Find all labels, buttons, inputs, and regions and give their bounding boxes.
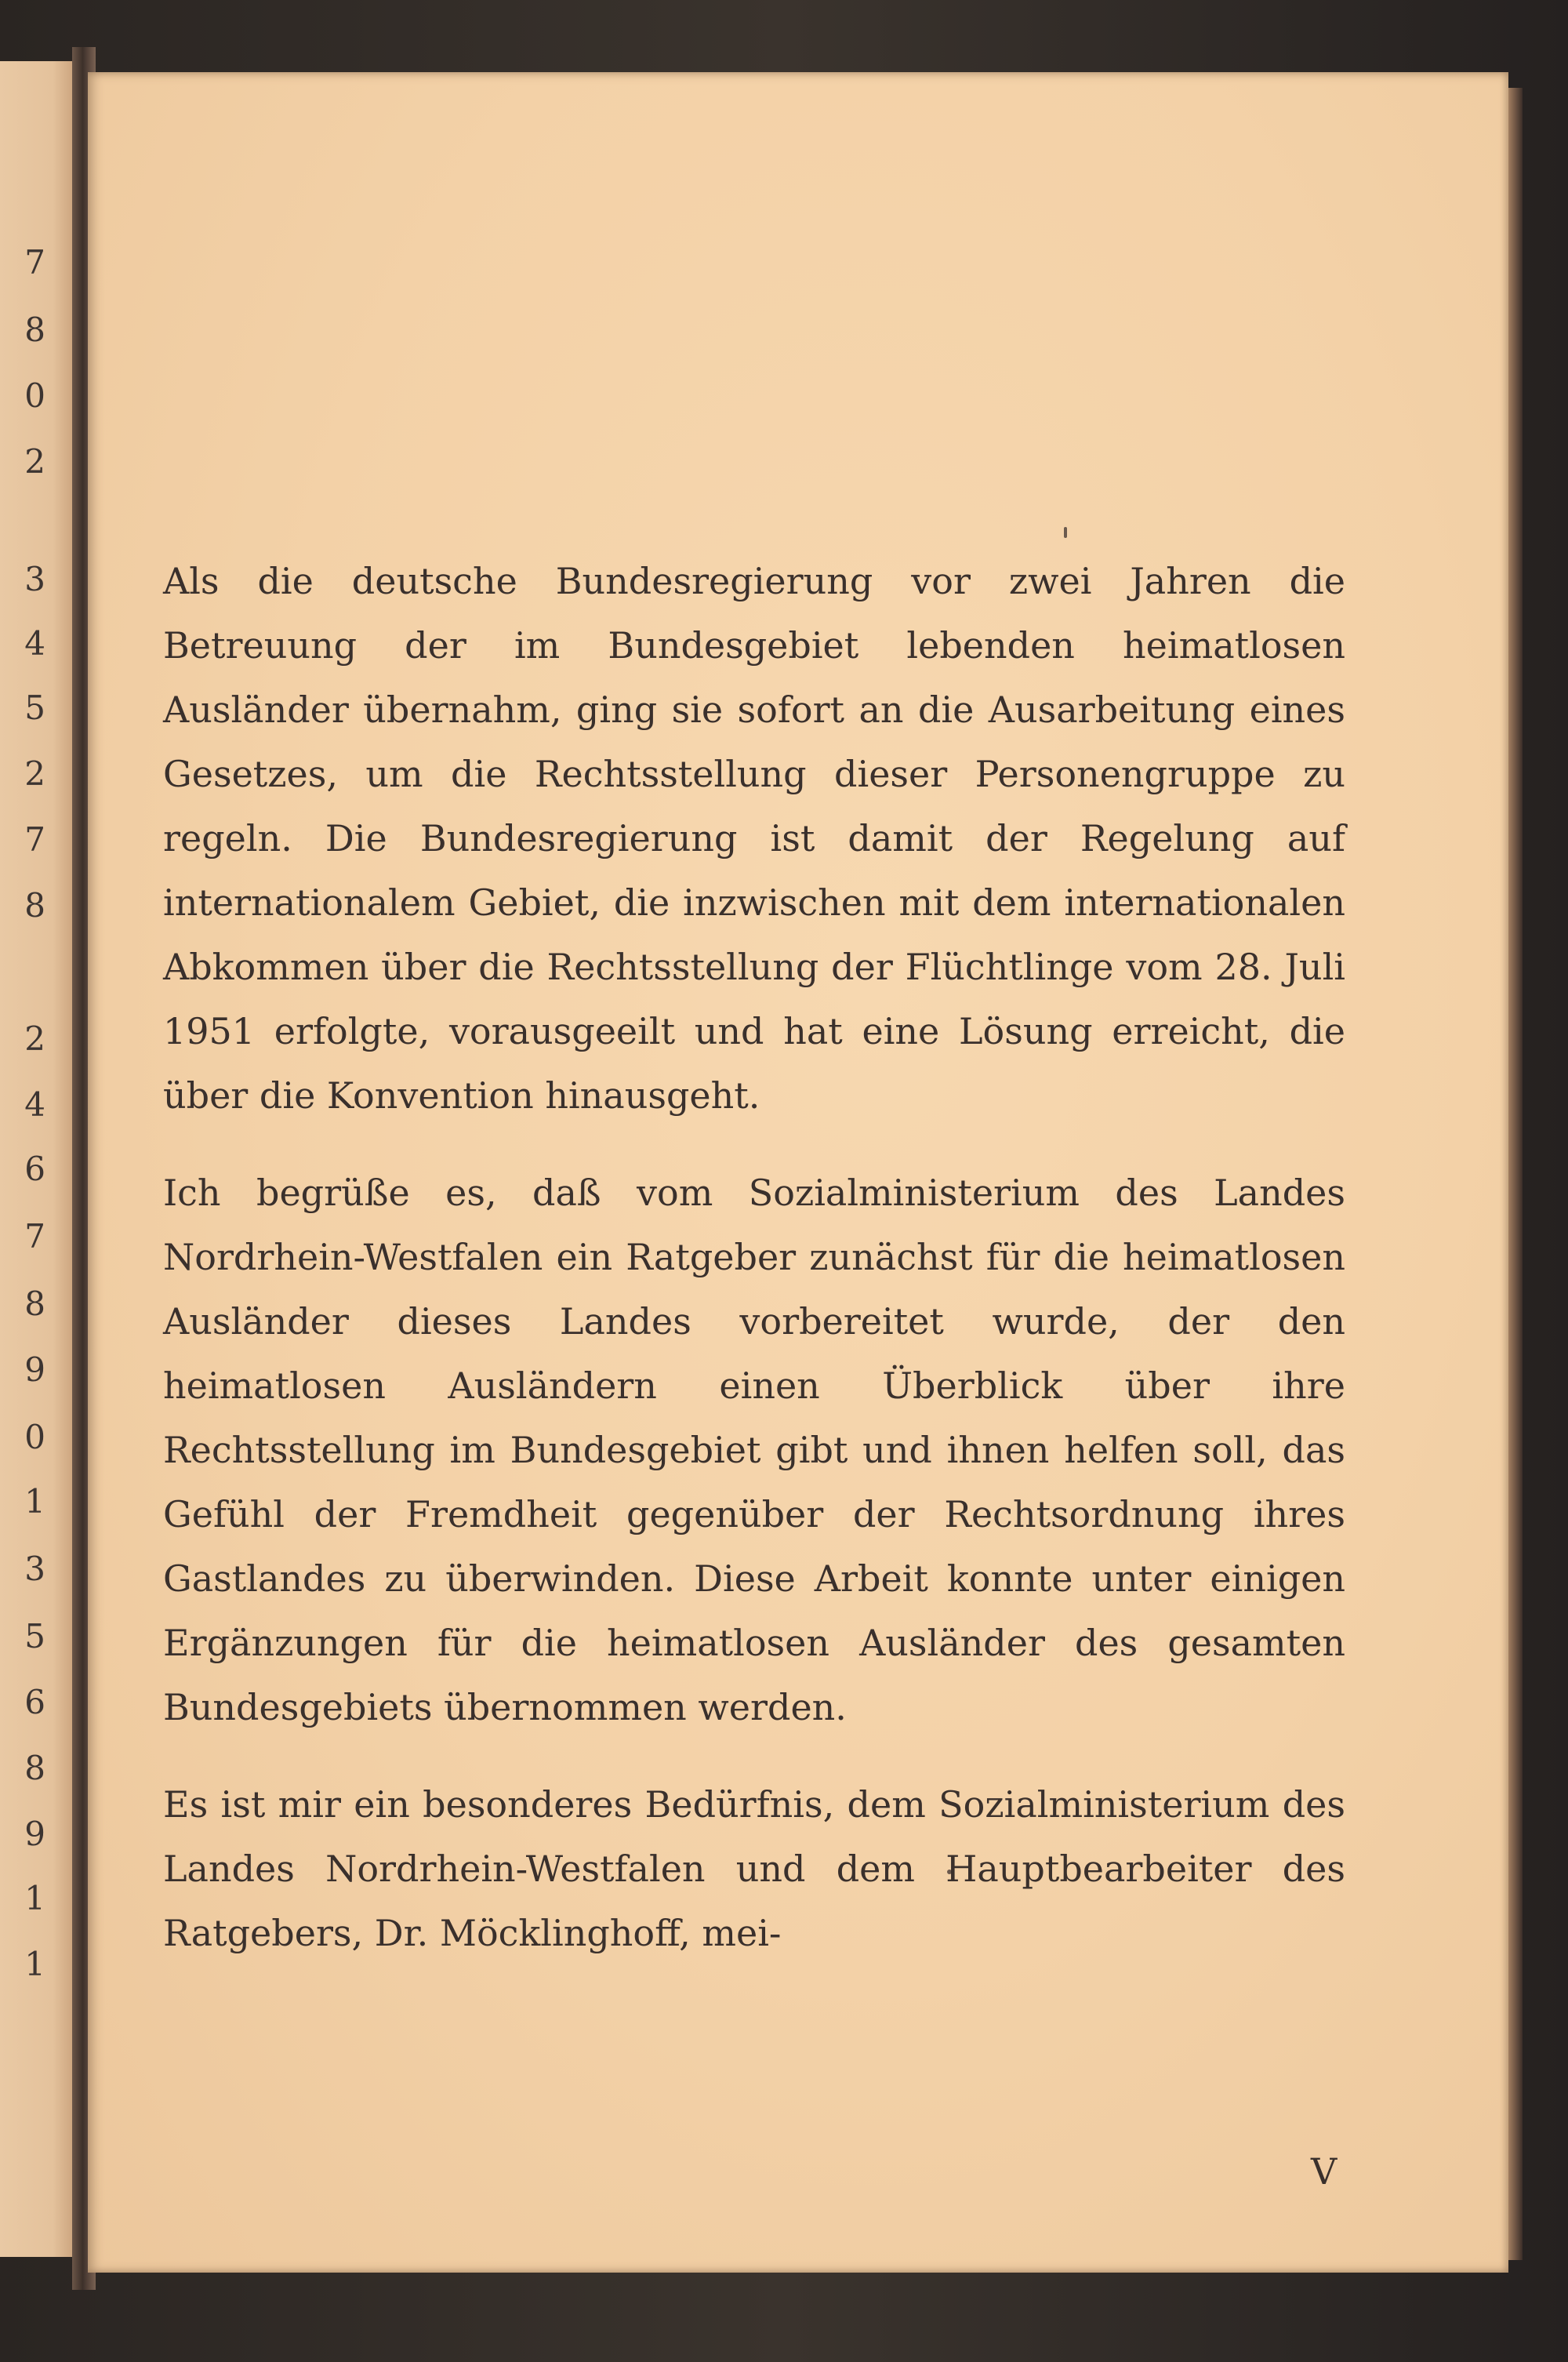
prev-page-number: 8 <box>24 1749 45 1787</box>
prev-page-number: 8 <box>24 311 45 349</box>
prev-page-number: 5 <box>24 1617 45 1655</box>
prev-page-number: 3 <box>24 1550 45 1588</box>
prev-page-number: 0 <box>24 376 45 415</box>
prev-page-number: 7 <box>24 820 45 859</box>
prev-page-number: 7 <box>24 243 45 282</box>
prev-page-number: 5 <box>24 689 45 727</box>
print-speck <box>1064 527 1067 538</box>
prev-page-number: 1 <box>24 1482 45 1521</box>
prev-page-number: 2 <box>24 1019 45 1058</box>
prev-page-number: 6 <box>24 1150 45 1188</box>
prev-page-number: 3 <box>24 560 45 598</box>
page-number: V <box>1311 2150 1338 2193</box>
prev-page-number: 1 <box>24 1945 45 1983</box>
page-body-text <box>163 549 1345 1998</box>
previous-page-strip <box>0 61 75 2257</box>
previous-page-number-column <box>0 61 45 2257</box>
paragraph-3: Es ist mir ein besonderes Bedürfnis, dem Sozialministerium des Landes Nordrhein-Westfalen und dem Hauptbearbeiter des Ratgebers, Dr. Möcklinghoff, mei- <box>163 1783 1345 1954</box>
prev-page-number: 2 <box>24 754 45 793</box>
paragraph-1: Als die deutsche Bundesregierung vor zwei Jahren die Betreuung der im Bundesgebiet lebenden heimatlosen Ausländer übernahm, ging sie sofort an die Ausarbeitung eines Gesetzes, um die Rechtsstellung dieser Personengruppe zu regeln. Die Bundesregierung ist damit der Regelung auf internationalem Gebiet, die inzwischen mit dem internationalen Abkommen über die Rechtsstellung der Flüchtlinge vom 28. Juli 1951 erfolgte, vorausgeeilt und hat eine Lösung erreicht, die über die Konvention hinausgeht. <box>163 560 1345 1117</box>
prev-page-number: 2 <box>24 442 45 481</box>
prev-page-number: 1 <box>24 1879 45 1917</box>
prev-page-number: 9 <box>24 1350 45 1389</box>
prev-page-number: 9 <box>24 1815 45 1853</box>
prev-page-number: 6 <box>24 1683 45 1721</box>
paragraph-2: Ich begrüße es, daß vom Sozialministerium des Landes Nordrhein-Westfalen ein Ratgeber zunächst für die heimatlosen Ausländer dieses Landes vorbereitet wurde, der den heimatlosen Ausländern einen Überblick über ihre Rechtsstellung im Bundesgebiet gibt und ihnen helfen soll, das Gefühl der Fremdheit gegenüber der Rechtsordnung ihres Gastlandes zu überwinden. Diese Arbeit konnte unter einigen Ergänzungen für die heimatlosen Ausländer des gesamten Bundesgebiets übernommen werden. <box>163 1172 1345 1728</box>
prev-page-number: 4 <box>24 624 45 663</box>
prev-page-number: 4 <box>24 1085 45 1124</box>
prev-page-number: 7 <box>24 1217 45 1255</box>
prev-page-number: 8 <box>24 1285 45 1323</box>
prev-page-number: 8 <box>24 886 45 925</box>
prev-page-number: 0 <box>24 1418 45 1456</box>
